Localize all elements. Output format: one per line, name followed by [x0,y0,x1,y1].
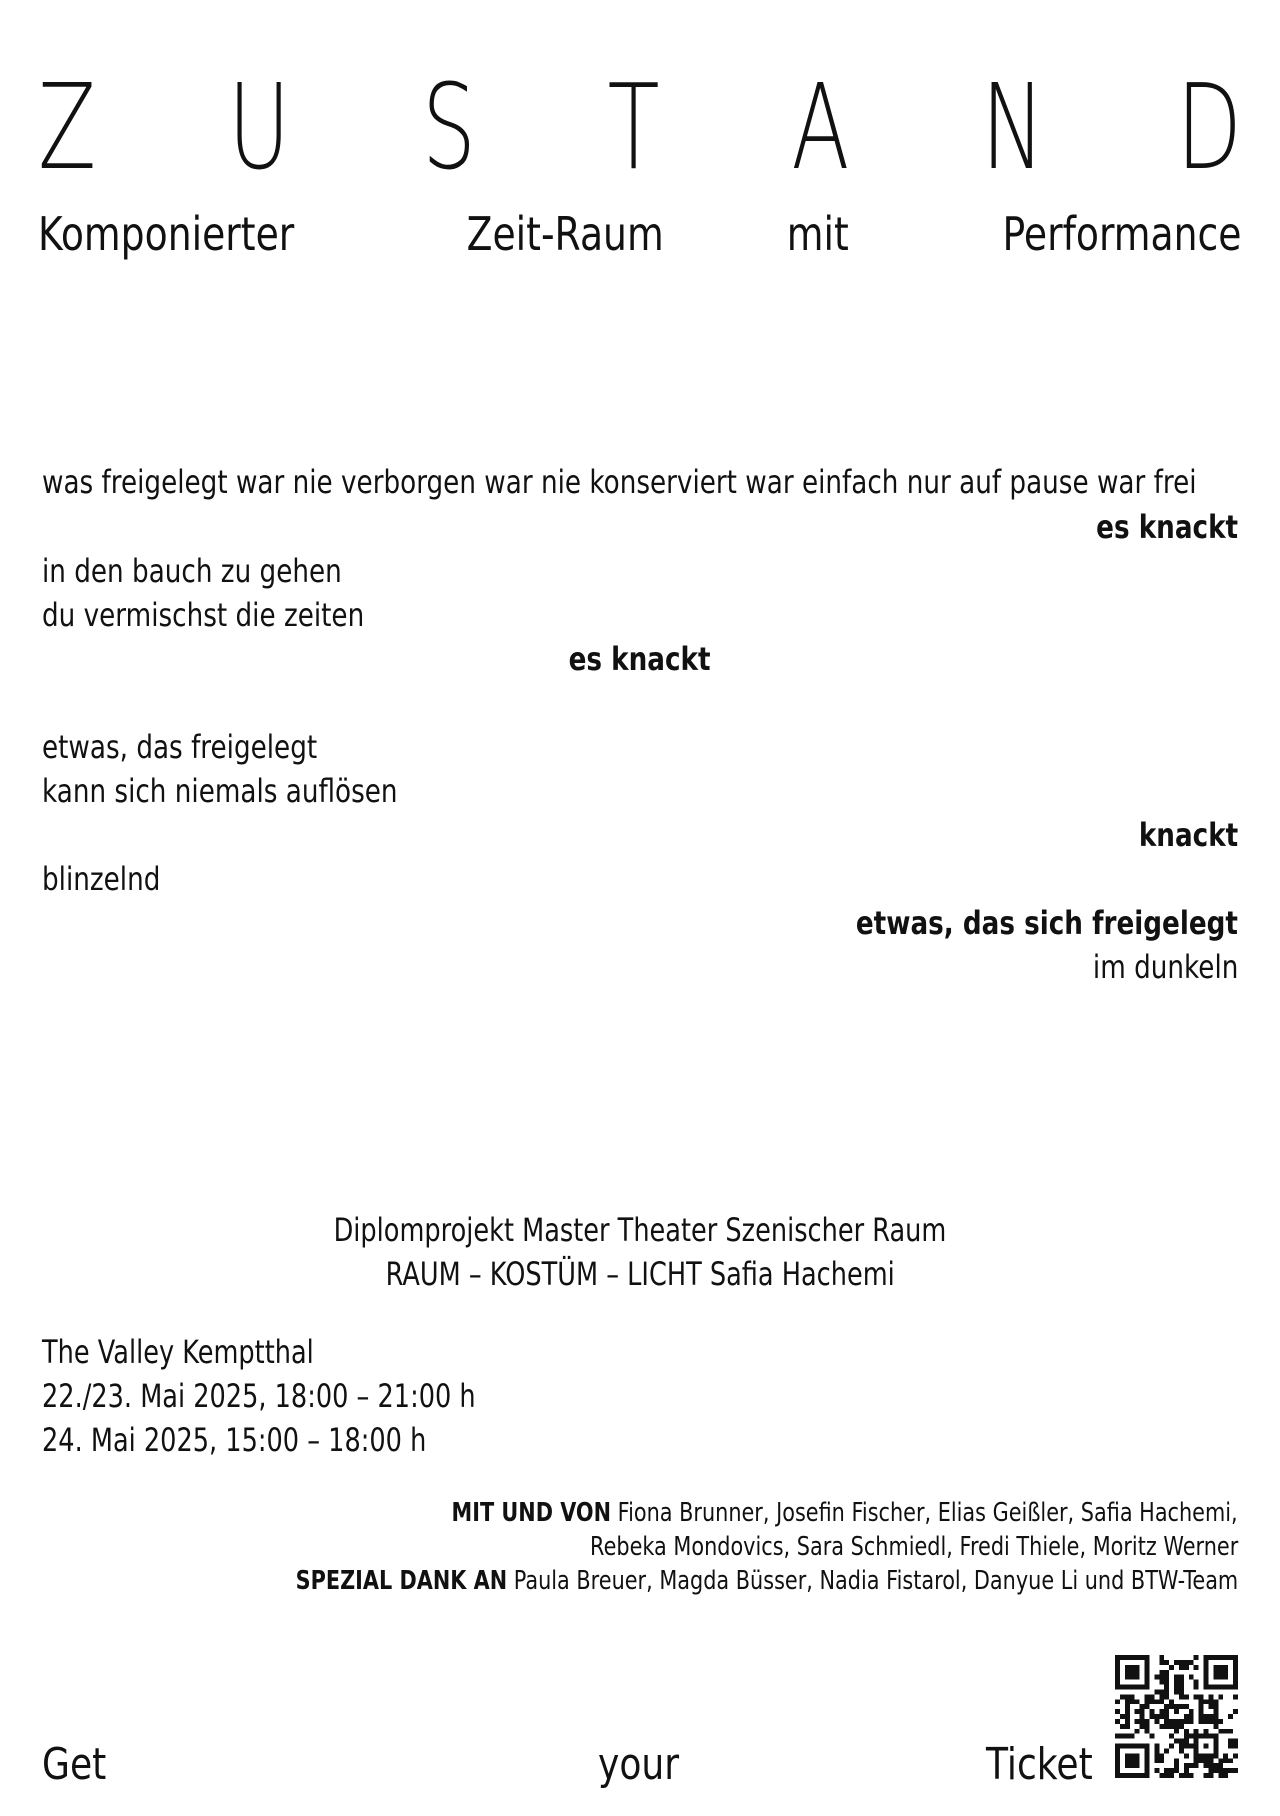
title-letter: D [1176,58,1242,196]
credits-label: SPEZIAL DANK AN [295,1566,507,1596]
subtitle [38,206,1242,262]
credits-names: Fiona Brunner, Josefin Fischer, Elias Geißler, Safia Hachemi, [618,1498,1238,1528]
title-letter: N [981,58,1045,196]
poem-line-refrain: es knackt [569,640,711,678]
footer-word-get: Get [42,1739,107,1790]
subtitle-word: mit [787,207,850,261]
title-letter: S [421,58,476,196]
poem-line: was freigelegt war nie verborgen war nie konserviert war einfach nur auf pause war frei [42,463,1197,501]
credits-line [255,1496,1238,1530]
subtitle-word: Performance [1002,207,1242,261]
poem-line: etwas, das freigelegt [42,728,318,766]
poem-line: im dunkeln [1092,948,1238,986]
project-line: Diplomprojekt Master Theater Szenischer Raum [333,1211,947,1249]
page-title [38,58,1242,196]
poem-line-refrain: etwas, das sich freigelegt [855,904,1238,942]
subtitle-word: Zeit-Raum [466,207,664,261]
subtitle-word: Komponierter [38,207,295,261]
event-date: 24. Mai 2025, 15:00 – 18:00 h [42,1421,427,1459]
title-letter: A [791,58,850,196]
poem-line: du vermischst die zeiten [42,596,365,634]
credits-line [60,1564,1238,1598]
qr-code-icon[interactable] [1115,1655,1238,1778]
event-date: 22./23. Mai 2025, 18:00 – 21:00 h [42,1377,476,1415]
poem-line-refrain: es knackt [1096,508,1238,546]
credits-label: MIT UND VON [451,1498,612,1528]
poem-line-refrain: knackt [1138,816,1238,854]
title-letter: Z [38,58,97,196]
poem-line: kann sich niemals auflösen [42,772,398,810]
title-letter: U [227,58,291,196]
poem-line: in den bauch zu gehen [42,552,342,590]
footer-word-ticket: Ticket [986,1739,1093,1790]
project-credits-line: RAUM – KOSTÜM – LICHT Safia Hachemi [385,1255,895,1293]
credits-names: Rebeka Mondovics, Sara Schmiedl, Fredi Thiele, Moritz Werner [589,1532,1238,1562]
poem-line: blinzelnd [42,860,161,898]
title-letter: T [607,58,660,196]
footer-word-your: your [598,1739,680,1790]
credits-names: Paula Breuer, Magda Büsser, Nadia Fistarol, Danyue Li und BTW-Team [513,1566,1238,1596]
credits-line [428,1530,1238,1564]
venue: The Valley Kemptthal [42,1333,314,1371]
